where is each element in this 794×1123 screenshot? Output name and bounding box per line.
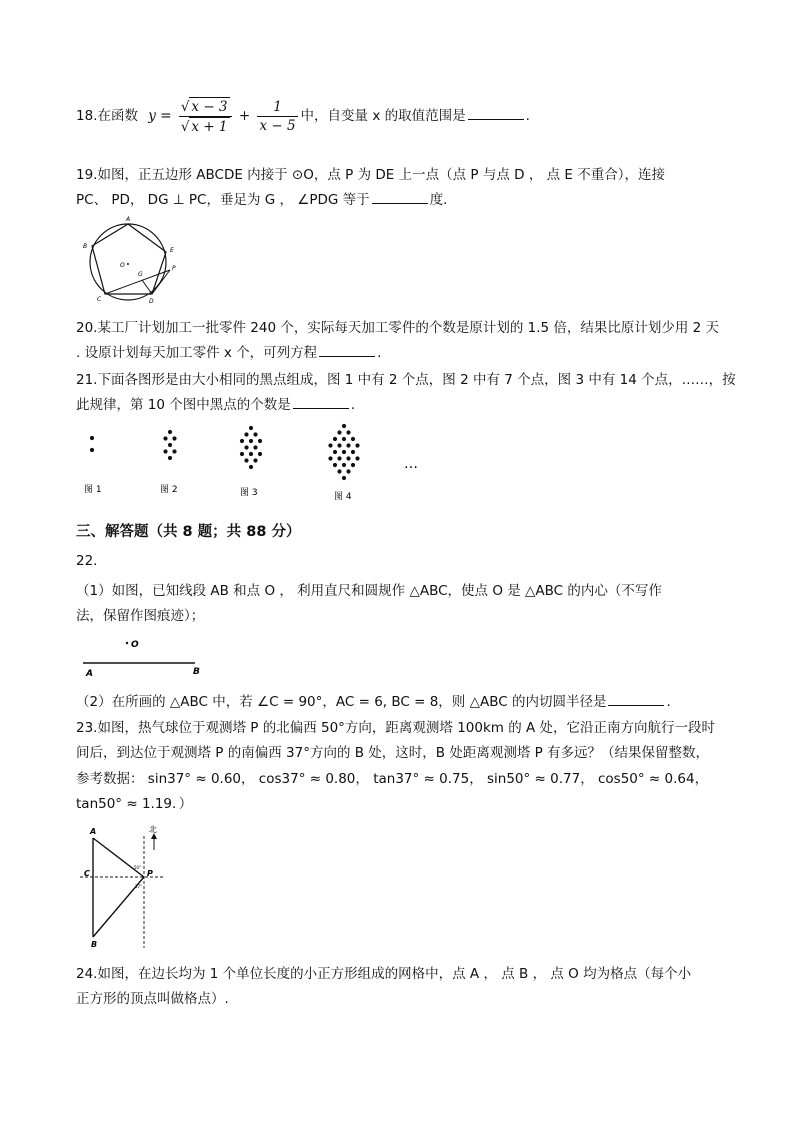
q21-fig4-dot xyxy=(351,450,355,454)
q21-fig2-dot xyxy=(172,449,176,453)
q21-fig4-dot xyxy=(342,476,346,480)
q21-fig4-dot xyxy=(328,443,332,447)
q21-fig4-dot xyxy=(337,469,341,473)
q21-figures xyxy=(78,420,438,505)
q19-label-b: B xyxy=(83,243,88,250)
q21-fig4-dot xyxy=(342,463,346,467)
q23-line3: 参考数据： sin37° ≈ 0.60， cos37° ≈ 0.80， tan37° ≈ 0.75， sin50° ≈ 0.77， cos50° ≈ 0.64， xyxy=(76,771,709,787)
q21-fig3-dot xyxy=(240,452,244,456)
q23-label-c: C xyxy=(84,869,90,878)
q21-fig4-dot xyxy=(333,463,337,467)
q18 xyxy=(76,90,530,142)
q22-answer-blank[interactable] xyxy=(608,693,664,706)
q21-line1: 21.下面各图形是由大小相同的黑点组成，图 1 中有 2 个点，图 2 中有 7 个点，图 3 中有 14 个点，……，按 xyxy=(76,372,736,388)
q18-answer-blank[interactable] xyxy=(468,107,524,120)
q21-label-fig4: 图 4 xyxy=(334,492,352,502)
q21-fig3-dot xyxy=(249,465,253,469)
q23-label-angle-50: 50° xyxy=(134,865,142,870)
q21-fig3-dot xyxy=(240,439,244,443)
q22-figure xyxy=(80,635,210,680)
q21-fig4-dot xyxy=(337,456,341,460)
q22-part1-line2: 法，保留作图痕迹）； xyxy=(76,608,205,624)
q21-fig2-dot xyxy=(168,456,172,460)
q21-answer-blank[interactable] xyxy=(293,396,349,409)
q19-label-a: A xyxy=(126,216,131,223)
q24-line1: 24.如图，在边长均为 1 个单位长度的小正方形组成的网格中，点 A ， 点 B ， 点 O 均为格点（每个小 xyxy=(76,966,692,982)
q18-y: y = xyxy=(148,108,172,124)
section-3-title: 三、解答题（共 8 题；共 88 分） xyxy=(76,524,301,540)
q23-label-a: A xyxy=(90,827,97,836)
q23-line2: 间后，到达位于观测塔 P 的南偏西 37°方向的 B 处，这时，B 处距离观测塔 P 有多远？（结果保留整数， xyxy=(76,745,710,761)
q21-fig2-dot xyxy=(168,443,172,447)
q22-part1-line1: （1）如图，已知线段 AB 和点 O ， 利用直尺和圆规作 △ABC，使点 O 是 △ABC 的内心（不写作 xyxy=(76,583,662,599)
q21-fig4-dot xyxy=(346,443,350,447)
q21-fig3-dot xyxy=(244,432,248,436)
q21-fig4-dot xyxy=(355,456,359,460)
q23-label-north: 北 xyxy=(149,825,157,834)
q19-line-dg xyxy=(142,280,152,294)
q19-line1: 19.如图，正五边形 ABCDE 内接于 ⊙O，点 P 为 DE 上一点（点 P 与点 D ， 点 E 不重合），连接 xyxy=(76,167,665,183)
q18-den1: x + 1 xyxy=(191,118,228,135)
q22-point-o xyxy=(126,642,128,644)
q18-num2: 1 xyxy=(257,98,297,117)
q21-fig3-dot xyxy=(244,458,248,462)
q21-fig3-dot xyxy=(258,439,262,443)
q21-fig2-dot xyxy=(172,436,176,440)
q21-line2-end: . xyxy=(350,397,356,413)
q21-fig3-dot xyxy=(253,432,257,436)
q20-line1: 20.某工厂计划加工一批零件 240 个，实际每天加工零件的个数是原计划的 1.5 倍，结果比原计划少用 2 天 xyxy=(76,320,720,336)
q21-fig3-dot xyxy=(249,426,253,430)
q23-label-p: P xyxy=(147,869,153,878)
q22-part2 xyxy=(76,690,671,710)
q23-segment-ap xyxy=(93,838,144,877)
q21-fig3-dot xyxy=(258,452,262,456)
q23-label-b: B xyxy=(91,940,98,949)
q18-number: 18. xyxy=(76,108,98,124)
q21-dots xyxy=(90,424,360,480)
q18-plus: + xyxy=(238,108,251,124)
q24-line2: 正方形的顶点叫做格点）. xyxy=(76,991,229,1007)
q21-ellipsis: … xyxy=(404,456,418,472)
q21-fig4-dot xyxy=(342,437,346,441)
q21-fig4-dot xyxy=(355,443,359,447)
q21-fig1-dot xyxy=(90,436,94,440)
q22-number: 22. xyxy=(76,553,98,569)
q19-label-d: D xyxy=(149,298,154,305)
q19-line2-text: PC、 PD， DG ⊥ PC，垂足为 G ， ∠PDG 等于 xyxy=(76,192,370,208)
q19-answer-blank[interactable] xyxy=(372,191,428,204)
q21-fig3-dot xyxy=(253,445,257,449)
q21-label-fig3: 图 3 xyxy=(240,488,258,498)
q21-fig1-dot xyxy=(90,448,94,452)
q21-fig4-dot xyxy=(346,456,350,460)
q21-fig4-dot xyxy=(333,437,337,441)
q23-figure xyxy=(78,822,178,950)
q19-label-e: E xyxy=(170,247,174,254)
q23-label-angle-37: 37° xyxy=(135,884,143,889)
q22-part2-end: . xyxy=(666,694,671,710)
q21-fig4-dot xyxy=(342,424,346,428)
q19-label-p: P xyxy=(172,265,176,272)
q20-line2-end: . xyxy=(377,345,382,361)
q21-line2 xyxy=(76,393,355,413)
q22-label-b: B xyxy=(193,667,200,677)
q21-fig2-dot xyxy=(168,430,172,434)
q23-line1: 23.如图，热气球位于观测塔 P 的北偏西 50°方向，距离观测塔 100km 的 A 处，它沿正南方向航行一段时 xyxy=(76,720,716,736)
q19-center-dot xyxy=(127,263,129,265)
q19-label-o: O xyxy=(120,262,125,269)
q20-answer-blank[interactable] xyxy=(319,344,375,357)
q21-fig3-dot xyxy=(249,452,253,456)
q18-prefix: 在函数 xyxy=(97,108,138,124)
q21-fig4-dot xyxy=(351,463,355,467)
q18-end: . xyxy=(525,108,530,124)
q21-fig3-dot xyxy=(253,458,257,462)
q21-fig4-dot xyxy=(337,443,341,447)
q22-part2-text: （2）在所画的 △ABC 中，若 ∠C = 90°，AC = 6, BC = 8，则 △ABC 的内切圆半径是 xyxy=(76,694,607,710)
q21-fig3-dot xyxy=(244,445,248,449)
q21-fig4-dot xyxy=(351,437,355,441)
q18-fraction-2 xyxy=(257,98,297,135)
q19-figure xyxy=(80,212,184,306)
q21-fig2-dot xyxy=(163,436,167,440)
q18-num1: x − 3 xyxy=(191,98,228,115)
q21-fig4-dot xyxy=(342,450,346,454)
q21-label-fig2: 图 2 xyxy=(160,485,178,495)
q19-line2-end: 度. xyxy=(429,192,448,208)
q21-fig2-dot xyxy=(163,449,167,453)
q19-label-g: G xyxy=(138,271,143,278)
q21-fig4-dot xyxy=(346,430,350,434)
q21-label-fig1: 图 1 xyxy=(84,485,102,495)
q21-fig4-dot xyxy=(346,469,350,473)
q19-circle xyxy=(90,224,166,300)
q20-line2 xyxy=(76,341,381,361)
q21-fig3-dot xyxy=(249,439,253,443)
q21-fig4-dot xyxy=(333,450,337,454)
q23-line4: tan50° ≈ 1.19．） xyxy=(76,796,193,812)
q18-suffix: 中，自变量 x 的取值范围是 xyxy=(300,108,466,124)
q21-line2-text: 此规律，第 10 个图中黑点的个数是 xyxy=(76,397,291,413)
q20-line2-text: . 设原计划每天加工零件 x 个，可列方程 xyxy=(76,345,318,361)
q18-den2: x − 5 xyxy=(259,117,296,134)
q19-line2 xyxy=(76,188,447,208)
q22-label-o: O xyxy=(131,640,139,650)
q19-label-c: C xyxy=(97,296,102,303)
q18-fraction-1: $\frac{√ x - 3}{√ x + 1}$ xyxy=(179,97,232,136)
q21-fig4-dot xyxy=(328,456,332,460)
q22-label-a: A xyxy=(86,669,93,679)
q21-fig4-dot xyxy=(337,430,341,434)
